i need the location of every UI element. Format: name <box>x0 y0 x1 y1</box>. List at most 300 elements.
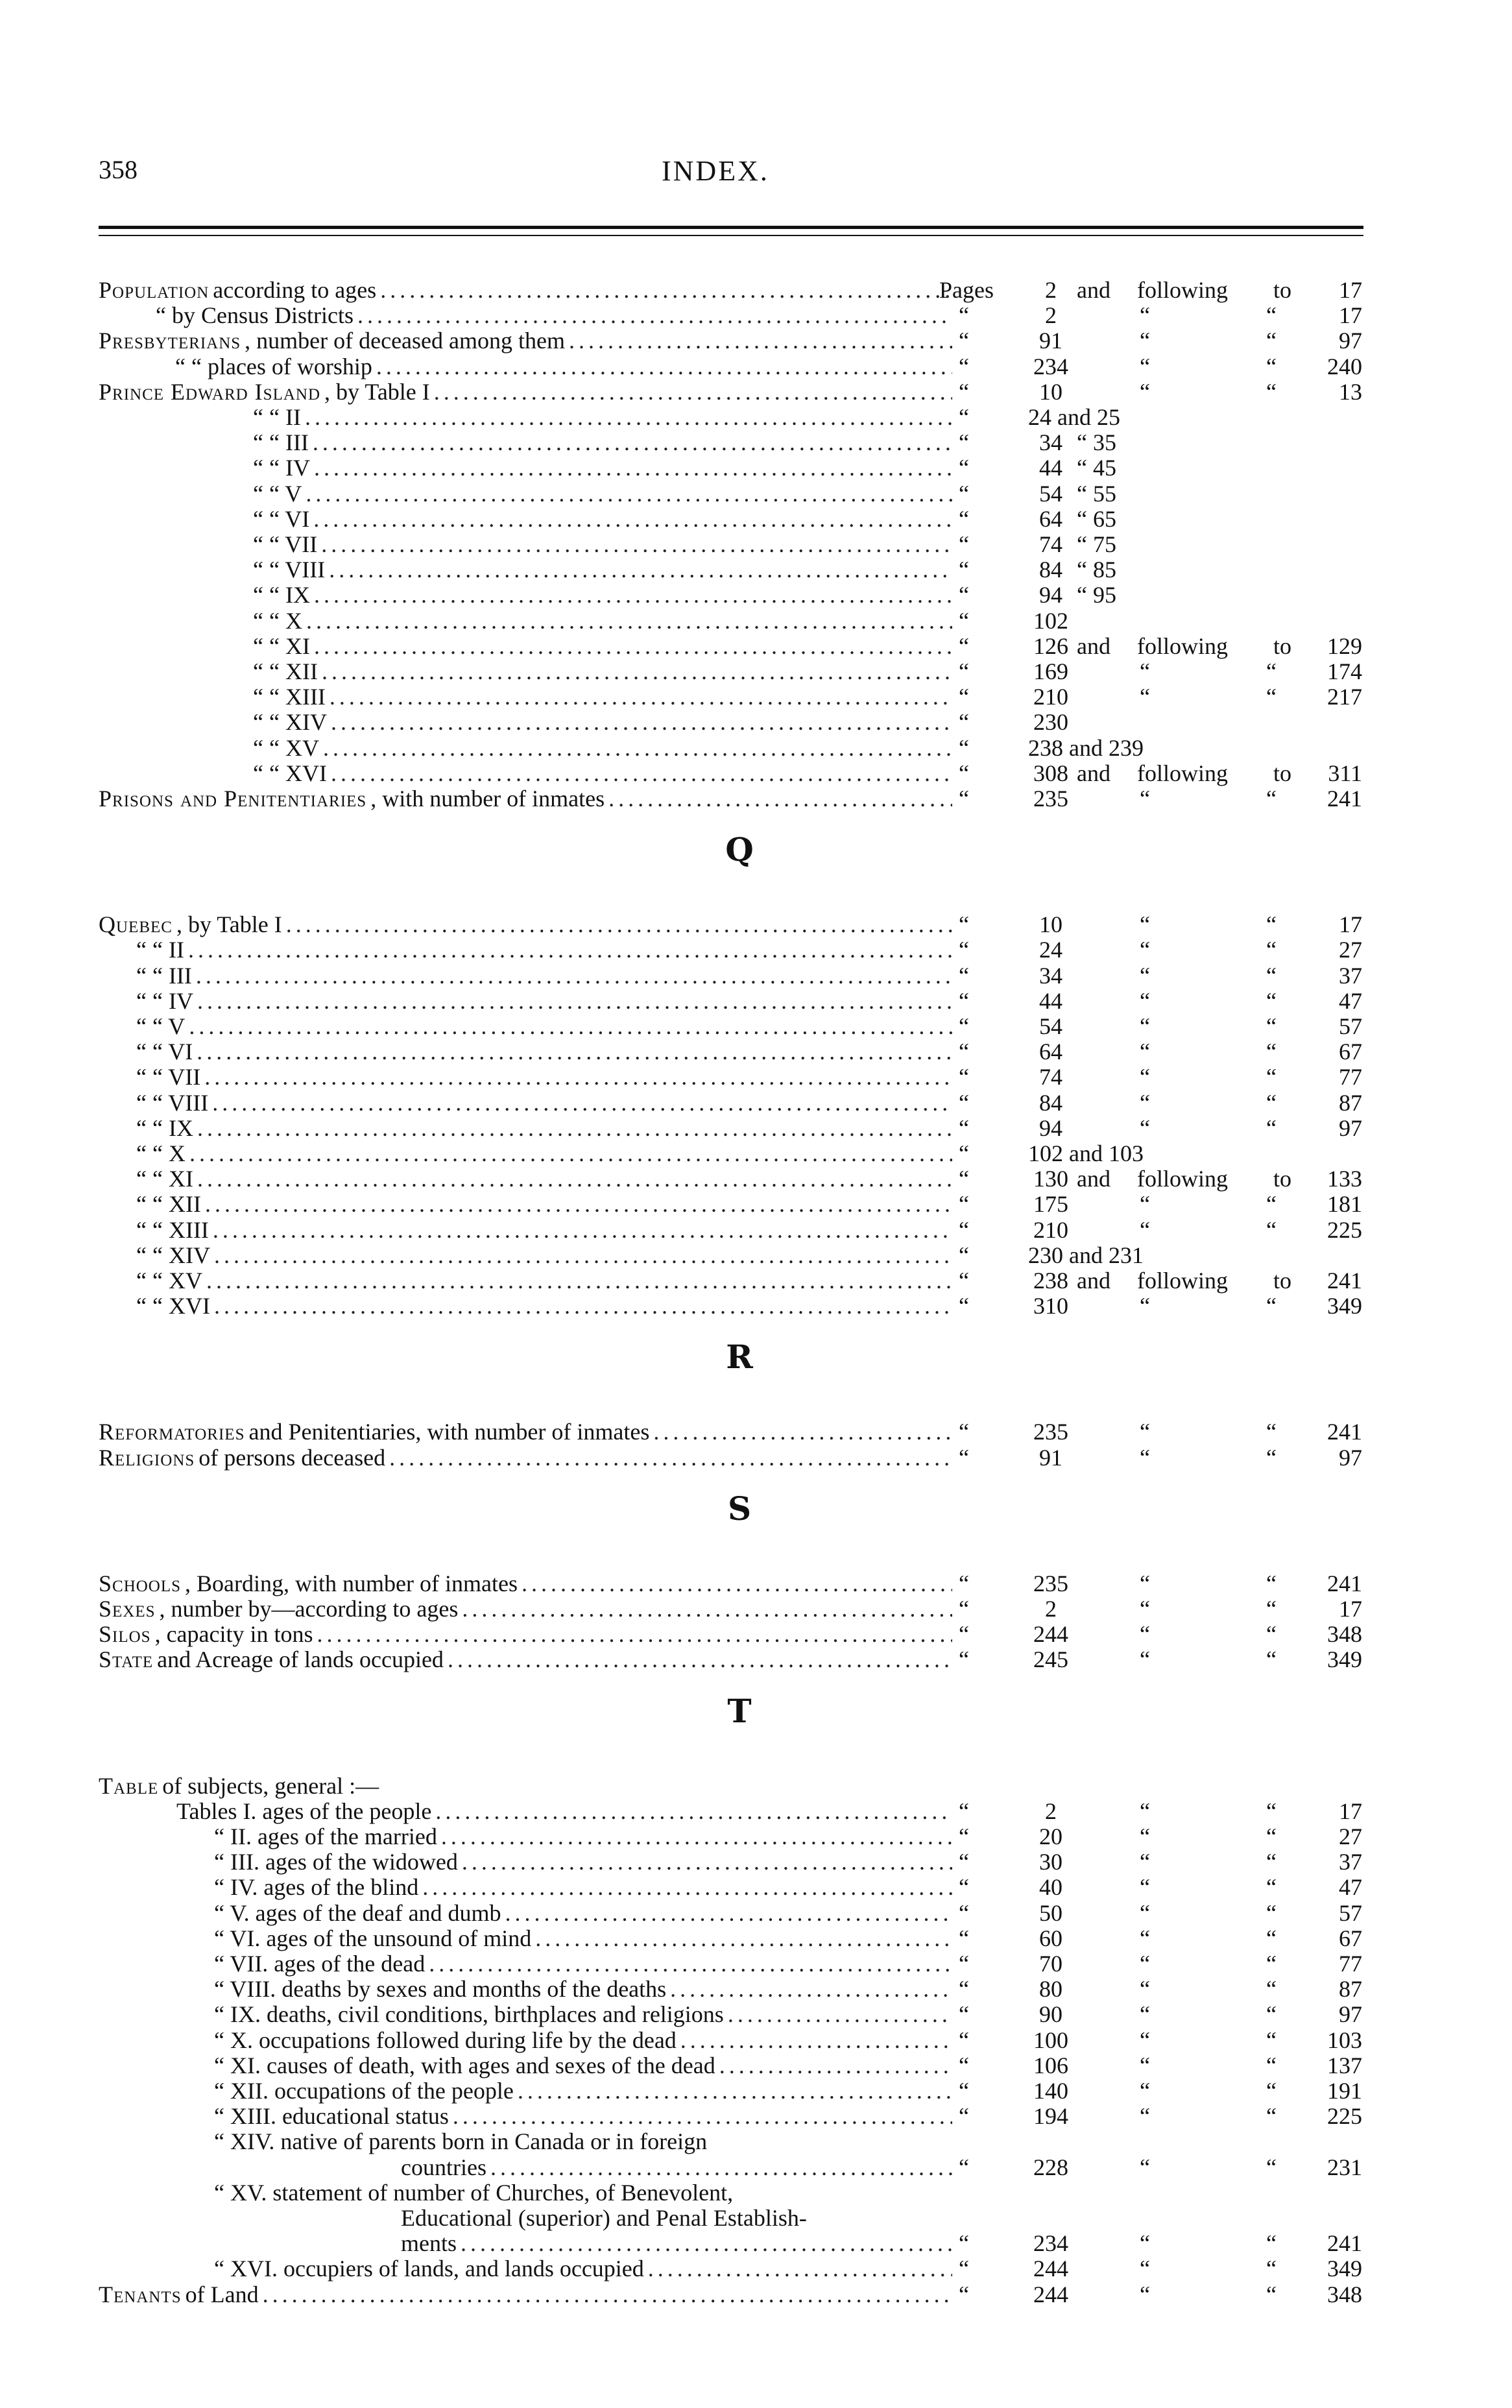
section-letter: Q <box>725 830 754 869</box>
index-entry <box>0 658 1512 684</box>
ditto-mark: “ <box>1140 1064 1150 1090</box>
entry-heading <box>253 557 952 583</box>
ditto-mark: “ <box>1266 353 1277 379</box>
ditto-mark: “ <box>959 734 969 761</box>
index-entry <box>0 1064 1512 1090</box>
page-start: 235 <box>1033 1419 1068 1445</box>
page-end: 57 <box>1339 1899 1362 1926</box>
ditto-mark: “ <box>959 1064 969 1090</box>
ditto-mark: “ <box>959 1899 969 1926</box>
entry-label: according to ages <box>213 277 377 303</box>
index-entry <box>0 2256 1512 2282</box>
index-entry <box>0 1090 1512 1116</box>
ditto-mark: “ <box>1266 2001 1277 2028</box>
ditto-mark: “ <box>1266 1874 1277 1901</box>
page-start: 30 <box>1039 1849 1062 1875</box>
dot-leader <box>317 1621 952 1647</box>
page-end: 240 <box>1327 353 1362 379</box>
dot-leader <box>188 937 952 963</box>
page-end: 217 <box>1327 684 1362 710</box>
page-end: 349 <box>1327 2256 1362 2282</box>
entry-label: “ “ IX <box>136 1114 193 1141</box>
page-end: 97 <box>1339 2001 1362 2028</box>
ditto-mark: “ <box>959 480 969 507</box>
page-end: 17 <box>1339 1798 1362 1824</box>
entry-label: “ XIV. native of parents born in Canada or in foreign <box>214 2128 708 2155</box>
entry-label: countries <box>401 2154 486 2180</box>
entry-heading <box>136 1191 952 1217</box>
index-entry <box>0 735 1512 761</box>
ditto-mark: “ <box>959 2078 969 2104</box>
page-end-inline: “ 45 <box>1077 455 1116 481</box>
ditto-mark: “ <box>959 328 969 354</box>
ditto-mark: “ <box>1140 2078 1150 2104</box>
ditto-mark: “ <box>1140 1951 1150 1977</box>
ditto-mark: “ <box>959 987 969 1014</box>
page-start: 234 <box>1033 2230 1068 2257</box>
page-start: 40 <box>1039 1874 1062 1901</box>
dot-leader <box>323 735 952 761</box>
page-start: 244 <box>1033 2281 1068 2307</box>
ditto-mark: “ <box>1266 1089 1277 1116</box>
index-entry <box>0 1621 1512 1647</box>
page-end: 17 <box>1339 911 1362 938</box>
ditto-mark: “ <box>1140 2027 1150 2053</box>
page-start: 70 <box>1039 1951 1062 1977</box>
ditto-mark: “ <box>1266 1951 1277 1977</box>
entry-label: “ “ VI <box>253 505 310 532</box>
ditto-mark: “ <box>1266 658 1277 684</box>
dot-leader <box>206 1268 952 1294</box>
following-word: following <box>1137 1166 1228 1192</box>
page-end: 77 <box>1339 1951 1362 1977</box>
ditto-mark: “ <box>959 1874 969 1901</box>
index-entry <box>0 1039 1512 1065</box>
entry-label: “ “ places of worship <box>175 353 372 379</box>
ditto-mark: “ <box>1266 2078 1277 2104</box>
ditto-mark: “ <box>959 2256 969 2282</box>
ditto-mark: “ <box>1140 1191 1150 1218</box>
ditto-mark: “ <box>959 1293 969 1319</box>
ditto-mark: Pages <box>939 277 994 303</box>
entry-label: “ “ XIII <box>253 684 326 710</box>
entry-heading <box>99 1773 952 1799</box>
ditto-mark: “ <box>1266 1925 1277 1951</box>
page-start: 74 <box>1039 1064 1062 1090</box>
ditto-mark: “ <box>959 1013 969 1039</box>
ditto-mark: “ <box>1266 1849 1277 1875</box>
dot-leader <box>321 531 952 557</box>
ditto-mark: “ <box>959 1444 969 1471</box>
entry-label: “ “ II <box>136 937 184 963</box>
ditto-mark: “ <box>959 1849 969 1875</box>
ditto-mark: “ <box>959 2052 969 2078</box>
page-end: 349 <box>1327 1646 1362 1673</box>
entry-heading <box>136 1217 952 1243</box>
entry-heading <box>253 582 952 608</box>
page-start: 210 <box>1033 684 1068 710</box>
entry-label: , Boarding, with number of inmates <box>185 1570 518 1596</box>
entry-heading <box>136 1090 952 1116</box>
following-word: following <box>1137 760 1228 786</box>
dot-leader <box>213 1217 952 1243</box>
entry-label: “ “ XIII <box>136 1216 209 1243</box>
entry-label: , by Table I <box>324 378 430 405</box>
page-end: 57 <box>1339 1013 1362 1039</box>
dot-leader <box>648 2256 952 2282</box>
page-end: 17 <box>1339 302 1362 329</box>
dot-leader <box>505 1900 952 1926</box>
page-start: 94 <box>1039 1114 1062 1141</box>
entry-heading <box>253 608 952 634</box>
entry-keyword: Presbyterians <box>99 328 241 354</box>
entry-heading <box>214 1849 952 1875</box>
ditto-mark: “ <box>1266 1824 1277 1849</box>
entry-heading <box>99 1621 952 1647</box>
ditto-mark: “ <box>1266 378 1277 405</box>
entry-heading <box>401 2154 952 2180</box>
page-end: 231 <box>1327 2154 1362 2180</box>
index-entry <box>0 379 1512 405</box>
dot-leader <box>719 2053 952 2078</box>
ditto-mark: “ <box>959 1039 969 1065</box>
entry-label: “ “ VII <box>253 531 318 557</box>
entry-heading <box>136 1115 952 1141</box>
ditto-mark: “ <box>1140 1089 1150 1116</box>
page-end: 17 <box>1339 1596 1362 1622</box>
dot-leader <box>197 1166 952 1192</box>
page-start: 10 <box>1039 378 1062 405</box>
page-start: 54 <box>1039 1013 1062 1039</box>
ditto-mark: “ <box>959 2103 969 2130</box>
page-end: 97 <box>1339 328 1362 354</box>
ditto-mark: “ <box>959 1976 969 2003</box>
dot-leader <box>462 1849 952 1875</box>
index-entry <box>0 302 1512 328</box>
page-start: 244 <box>1033 1621 1068 1648</box>
page-start: 130 <box>1033 1166 1068 1192</box>
ditto-mark: “ <box>1266 1976 1277 2003</box>
ditto-mark: “ <box>1266 987 1277 1014</box>
and-word: and <box>1077 632 1110 659</box>
page-end: 77 <box>1339 1064 1362 1090</box>
entry-label: , number of deceased among them <box>245 328 565 354</box>
page-end: 225 <box>1327 2103 1362 2130</box>
ditto-mark: “ <box>1266 2103 1277 2130</box>
ditto-mark: “ <box>959 1166 969 1192</box>
page-end: 241 <box>1327 1419 1362 1445</box>
page-start: 94 <box>1039 582 1062 608</box>
entry-heading <box>253 658 952 684</box>
page-end: 67 <box>1339 1039 1362 1065</box>
entry-label: “ “ IV <box>253 455 310 481</box>
index-entry <box>0 557 1512 583</box>
dot-leader <box>314 455 952 481</box>
entry-heading <box>136 937 952 963</box>
following-word: following <box>1137 1268 1228 1294</box>
dot-leader <box>331 760 952 786</box>
dot-leader <box>522 1571 952 1596</box>
section-letter: T <box>727 1691 752 1730</box>
page-end: 37 <box>1339 1849 1362 1875</box>
to-word: to <box>1273 1268 1292 1294</box>
dot-leader <box>448 1646 952 1672</box>
index-entry <box>0 1571 1512 1596</box>
page-start: 126 <box>1033 632 1068 659</box>
ditto-mark: “ <box>1266 684 1277 710</box>
dot-leader <box>329 557 952 583</box>
ditto-mark: “ <box>1266 1419 1277 1445</box>
entry-label: “ by Census Districts <box>156 302 354 329</box>
entry-label: “ “ III <box>253 429 309 456</box>
dot-leader <box>197 988 952 1014</box>
index-entry <box>0 1013 1512 1039</box>
page-start: 230 <box>1033 709 1068 736</box>
ditto-mark: “ <box>1266 2281 1277 2307</box>
ditto-mark: “ <box>959 684 969 710</box>
ditto-mark: “ <box>959 1798 969 1824</box>
page-start: 2 <box>1045 1596 1057 1622</box>
ditto-mark: “ <box>1266 1596 1277 1622</box>
page-start: 44 <box>1039 987 1062 1014</box>
dot-leader <box>453 2103 952 2129</box>
index-entry <box>0 531 1512 557</box>
index-entry <box>0 963 1512 989</box>
ditto-mark: “ <box>959 962 969 989</box>
index-entry <box>0 455 1512 481</box>
ditto-mark: “ <box>959 1570 969 1596</box>
page-start: 234 <box>1033 353 1068 379</box>
entry-heading <box>214 2128 952 2154</box>
entry-heading <box>136 1013 952 1039</box>
page-end: 129 <box>1327 632 1362 659</box>
entry-heading <box>136 1140 952 1166</box>
page-title: INDEX. <box>662 155 769 187</box>
entry-keyword: Tenants <box>99 2281 182 2307</box>
page-end-inline: “ 65 <box>1077 505 1116 532</box>
page-start: 169 <box>1033 658 1068 684</box>
ditto-mark: “ <box>1266 1114 1277 1141</box>
ditto-mark: “ <box>959 658 969 684</box>
ditto-mark: “ <box>1266 1216 1277 1243</box>
index-entry <box>0 1646 1512 1672</box>
page-end: 349 <box>1327 1293 1362 1319</box>
page-end: 97 <box>1339 1444 1362 1471</box>
entry-heading <box>99 1596 952 1622</box>
index-entry <box>0 2027 1512 2053</box>
entry-heading <box>253 404 952 430</box>
dot-leader <box>314 633 952 659</box>
entry-heading <box>253 760 952 786</box>
index-entry <box>0 1874 1512 1900</box>
entry-heading <box>214 2001 952 2027</box>
entry-label: “ XVI. occupiers of lands, and lands occupied <box>214 2256 644 2282</box>
dot-leader <box>286 911 952 937</box>
page-end: 97 <box>1339 1114 1362 1141</box>
index-entry <box>0 2282 1512 2307</box>
dot-leader <box>197 1115 952 1141</box>
header-rule-thin <box>99 235 1363 236</box>
page-start: 2 <box>1045 1798 1057 1824</box>
page-start: 228 <box>1033 2154 1068 2180</box>
dot-leader <box>306 608 952 634</box>
ditto-mark: “ <box>1266 1646 1277 1673</box>
ditto-mark: “ <box>1140 328 1150 354</box>
to-word: to <box>1273 277 1292 303</box>
ditto-mark: “ <box>1140 1293 1150 1319</box>
entry-keyword: Prince Edward Island <box>99 378 320 405</box>
entry-heading <box>99 1571 952 1596</box>
page-end: 47 <box>1339 1874 1362 1901</box>
to-word: to <box>1273 632 1292 659</box>
entry-label: “ “ VIII <box>136 1089 209 1116</box>
entry-label: “ V. ages of the deaf and dumb <box>214 1899 501 1926</box>
entry-keyword: Population <box>99 277 210 303</box>
index-entry <box>0 1900 1512 1926</box>
page-start: 90 <box>1039 2001 1062 2028</box>
ditto-mark: “ <box>959 1191 969 1218</box>
entry-keyword: Prisons and Penitentiaries <box>99 786 367 812</box>
ditto-mark: “ <box>1140 786 1150 812</box>
entry-label: “ X. occupations followed during life by the dead <box>214 2027 677 2053</box>
dot-leader <box>330 684 952 710</box>
page-start: 100 <box>1033 2027 1068 2053</box>
page-start: 175 <box>1033 1191 1068 1218</box>
index-entry <box>0 1925 1512 1951</box>
ditto-mark: “ <box>1266 1621 1277 1648</box>
following-word: following <box>1137 277 1228 303</box>
index-entry <box>0 2103 1512 2129</box>
ditto-mark: “ <box>959 531 969 557</box>
entry-heading <box>214 2027 952 2053</box>
ditto-mark: “ <box>1140 1976 1150 2003</box>
ditto-mark: “ <box>1140 2230 1150 2257</box>
dot-leader <box>728 2001 952 2027</box>
entry-label: “ “ XV <box>253 734 319 761</box>
ditto-mark: “ <box>1140 1114 1150 1141</box>
entry-label: “ “ XVI <box>136 1293 210 1319</box>
and-word: and <box>1077 1268 1110 1294</box>
entry-label: “ VII. ages of the dead <box>214 1951 426 1977</box>
index-entry <box>0 988 1512 1014</box>
index-entry <box>0 2154 1512 2180</box>
index-entry <box>0 1217 1512 1243</box>
page-end: 87 <box>1339 1089 1362 1116</box>
entry-keyword: Reformatories <box>99 1419 245 1445</box>
entry-heading <box>214 2053 952 2078</box>
entry-label: “ “ VII <box>136 1064 201 1090</box>
entry-label: “ XV. statement of number of Churches, of Benevolent, <box>214 2179 734 2206</box>
and-word: and <box>1077 277 1110 303</box>
entry-heading <box>136 988 952 1014</box>
index-entry <box>0 1115 1512 1141</box>
dot-leader <box>422 1874 952 1900</box>
entry-label: and Acreage of lands occupied <box>157 1646 444 1673</box>
page-start: 308 <box>1033 760 1068 786</box>
entry-label: “ “ II <box>253 404 301 430</box>
entry-heading <box>156 302 952 328</box>
index-entry <box>0 1951 1512 1977</box>
entry-heading <box>136 1242 952 1268</box>
section-letter: R <box>726 1338 753 1377</box>
index-entry <box>0 2128 1512 2154</box>
dot-leader <box>214 1242 952 1268</box>
dot-leader <box>429 1951 952 1977</box>
dot-leader <box>212 1090 952 1116</box>
entry-label: , capacity in tons <box>154 1621 313 1648</box>
dot-leader <box>435 1798 952 1824</box>
ditto-mark: “ <box>1266 1064 1277 1090</box>
index-entry <box>0 354 1512 379</box>
dot-leader <box>441 1824 952 1849</box>
dot-leader <box>322 658 952 684</box>
ditto-mark: “ <box>1140 1216 1150 1243</box>
index-entry <box>0 1140 1512 1166</box>
entry-heading <box>214 1925 952 1951</box>
page-end: 191 <box>1327 2078 1362 2104</box>
dot-leader <box>380 277 952 303</box>
entry-label: Tables I. ages of the people <box>176 1798 432 1824</box>
page-end: 241 <box>1327 786 1362 812</box>
ditto-mark: “ <box>1140 2154 1150 2180</box>
entry-label: “ “ X <box>253 607 302 634</box>
index-entry <box>0 633 1512 659</box>
index-entry <box>0 760 1512 786</box>
dot-leader <box>535 1925 952 1951</box>
ditto-mark: “ <box>959 760 969 786</box>
dot-leader <box>357 302 952 328</box>
entry-heading <box>136 1166 952 1192</box>
page-end: 27 <box>1339 1824 1362 1849</box>
ditto-mark: “ <box>1140 1824 1150 1849</box>
index-entry <box>0 404 1512 430</box>
ditto-mark: “ <box>1140 353 1150 379</box>
page-start: 74 <box>1039 531 1062 557</box>
ditto-mark: “ <box>1140 2256 1150 2282</box>
entry-label: “ “ XIV <box>253 709 327 736</box>
ditto-mark: “ <box>959 557 969 583</box>
dot-leader <box>518 2078 952 2104</box>
section-letter: S <box>727 1489 752 1528</box>
ditto-mark: “ <box>1140 1621 1150 1648</box>
entry-heading <box>401 2205 952 2231</box>
page-start: 64 <box>1039 505 1062 532</box>
ditto-mark: “ <box>959 607 969 634</box>
dot-leader <box>189 1013 952 1039</box>
index-entry <box>0 2180 1512 2206</box>
ditto-mark: “ <box>959 2001 969 2028</box>
entry-label: “ XIII. educational status <box>214 2103 449 2130</box>
ditto-mark: “ <box>959 2154 969 2180</box>
entry-label: “ VIII. deaths by sexes and months of the deaths <box>214 1976 667 2003</box>
page-number: 358 <box>99 155 138 184</box>
index-entry <box>0 2205 1512 2231</box>
ditto-mark: “ <box>1266 1039 1277 1065</box>
page-end: 13 <box>1339 378 1362 405</box>
ditto-mark: “ <box>1140 1444 1150 1471</box>
dot-leader <box>569 328 952 354</box>
entry-keyword: Quebec <box>99 911 173 938</box>
entry-label: ments <box>401 2230 457 2257</box>
entry-keyword: Sexes <box>99 1596 156 1622</box>
entry-heading <box>253 481 952 507</box>
entry-keyword: Table <box>99 1772 159 1799</box>
entry-label: , number by—according to ages <box>159 1596 459 1622</box>
dot-leader <box>314 582 952 608</box>
ditto-mark: “ <box>959 1114 969 1141</box>
page-start: 60 <box>1039 1925 1062 1951</box>
entry-heading <box>99 328 952 354</box>
